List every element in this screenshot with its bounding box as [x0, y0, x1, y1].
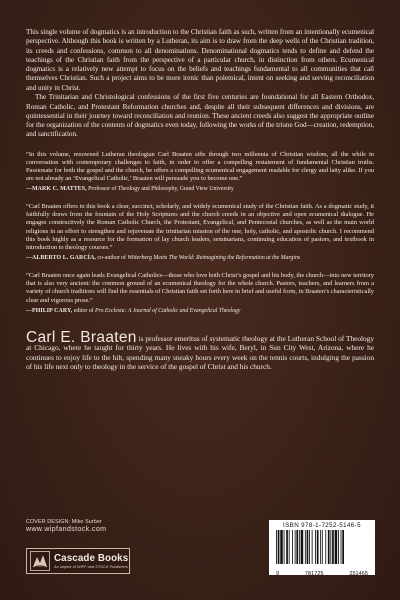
endorsement-quote: “In this volume, renowned Lutheran theologian Carl Braaten sifts through two millennia of Christian wisdom, all the while in conversation with contemporary challenges to faith, in order to offer a compelling restatement of fundamental Christian truths. Passionate for both the gospel and the church, he offers a compelling ecumenical engagement readable for clergy and laity alike. If you are not already an ‘Evangelical Catholic,’ Braaten will persuade you to become one.”	[26, 150, 374, 182]
endorsements	[26, 151, 374, 315]
endorser-credential-title: Witterberg Meets The World: Reimagining the Reformation at the Margins	[127, 255, 301, 262]
endorser-credential: co-author of	[96, 255, 128, 262]
endorsement-attribution	[26, 255, 374, 262]
barcode-digits	[274, 571, 370, 577]
endorsement	[26, 151, 374, 194]
publisher-logo	[26, 548, 130, 574]
endorsement-attribution	[26, 186, 374, 193]
endorser-name: —MARK C. MATTES,	[26, 186, 87, 193]
cover-design-credit: COVER DESIGN: Mike Surber	[26, 519, 102, 525]
endorsement	[26, 272, 374, 315]
barcode-digit-group: 251465	[349, 571, 368, 577]
description-paragraph: The Trinitarian and Christological confessions of the first five centuries are foundational for all Eastern Orthodox, Roman Catholic, and Protestant Reformation churches and, despite all their subsequent differences and divisions, are quintessential in their journey toward reconciliation and reunion. These ancient creeds also suggest the appropriate outline for the organization of the contents of dogmatics even today, following the works of the triune God—creation, redemption, and sanctification.	[26, 93, 374, 139]
endorser-credential: Professor of Theology and Philosophy, Grand View University	[86, 186, 234, 193]
endorser-credential: editor of	[72, 307, 95, 314]
cover-description	[26, 28, 374, 140]
endorsement-quote: “Carl Braaten once again leads Evangelical Catholics—those who love both Christ’s gospel and his body, the church—into new territory that is also very ancient: the common ground of an ecumenical theology for the whole church. Pastors, teachers, and learners from a variety of church traditions will find the essentials of Christian faith set forth here in brief and useful form, in Braaten’s characteristically clear and vigorous prose.”	[26, 272, 374, 304]
publisher-name: Cascade Books	[54, 552, 129, 564]
description-paragraph: This single volume of dogmatics is an introduction to the Christian faith as such, written from an intentionally ecumenical perspective. Although this book is written by a Lutheran, its aim is to draw from the deep wells of the Christian tradition, its creeds and confessions, common to all denominations. Denominational dogmatics tends to define and defend the teachings of the Christian faith from the perspective of a particular church, in distinction from others. Ecumenical dogmatics is a relatively new attempt to focus on the beliefs and teachings fundamental to all communities that call themselves Christian. Such a project aims to be more irenic than polemical, intent on seeking and serving reconciliation and unity in Christ.	[26, 28, 374, 92]
endorsement-quote: “Carl Braaten offers in this book a clear, succinct, scholarly, and widely ecumenical study of the Christian faith. As a dogmatic study, it faithfully draws from the fountain of the Holy Scriptures and the church creeds in an objective and open ecumenical dialogue. He engages constructively the Roman Catholic Church, the Protestant, Evangelical, and Pentecostal churches, as well as the main world religions in an effort to strengthen and rejuvenate the trinitarian mission of the one, holy, catholic, and apostolic church. I recommend this book highly as a resource for the formation of lay church leaders, seminarians, continuing education of pastors, and textbook in introduction to theology courses.”	[26, 203, 374, 251]
endorsement-attribution	[26, 308, 374, 315]
cover-credits	[26, 518, 106, 534]
author-name: Carl E. Braaten	[26, 328, 137, 346]
endorsement	[26, 203, 374, 262]
publisher-url: www.wipfandstock.com	[26, 526, 107, 533]
author-bio	[26, 328, 374, 372]
barcode-icon	[274, 530, 370, 566]
barcode-digit-prefix: 9	[276, 571, 280, 577]
endorser-credential-title: Pro Ecclesia: A Journal of Catholic and Evangelical Theology	[95, 307, 241, 314]
barcode-digit-group: 781725	[304, 571, 324, 577]
endorser-name: —PHILIP CARY,	[26, 307, 73, 314]
author-bio-text: is professor emeritus of systematic theology at the Lutheran School of Theology at Chicago, where he taught for thirty years. He lives with his wife, Beryl, in Sun City West, Arizona, where he continues to enjoy life to the hilt, spending many sneaky hours every week on the tennis courts, indulging the passion of his life next only to theology in the service of the gospel of Christ and his church.	[26, 333, 374, 372]
endorser-name: —ALBERTO L. GARCÍA,	[26, 255, 96, 262]
isbn-number: ISBN 978-1-7252-5146-5	[283, 522, 361, 529]
barcode-block	[269, 520, 375, 575]
publisher-mark-icon	[30, 551, 50, 571]
publisher-tagline: An imprint of WIPF and STOCK Publishers	[54, 563, 128, 569]
